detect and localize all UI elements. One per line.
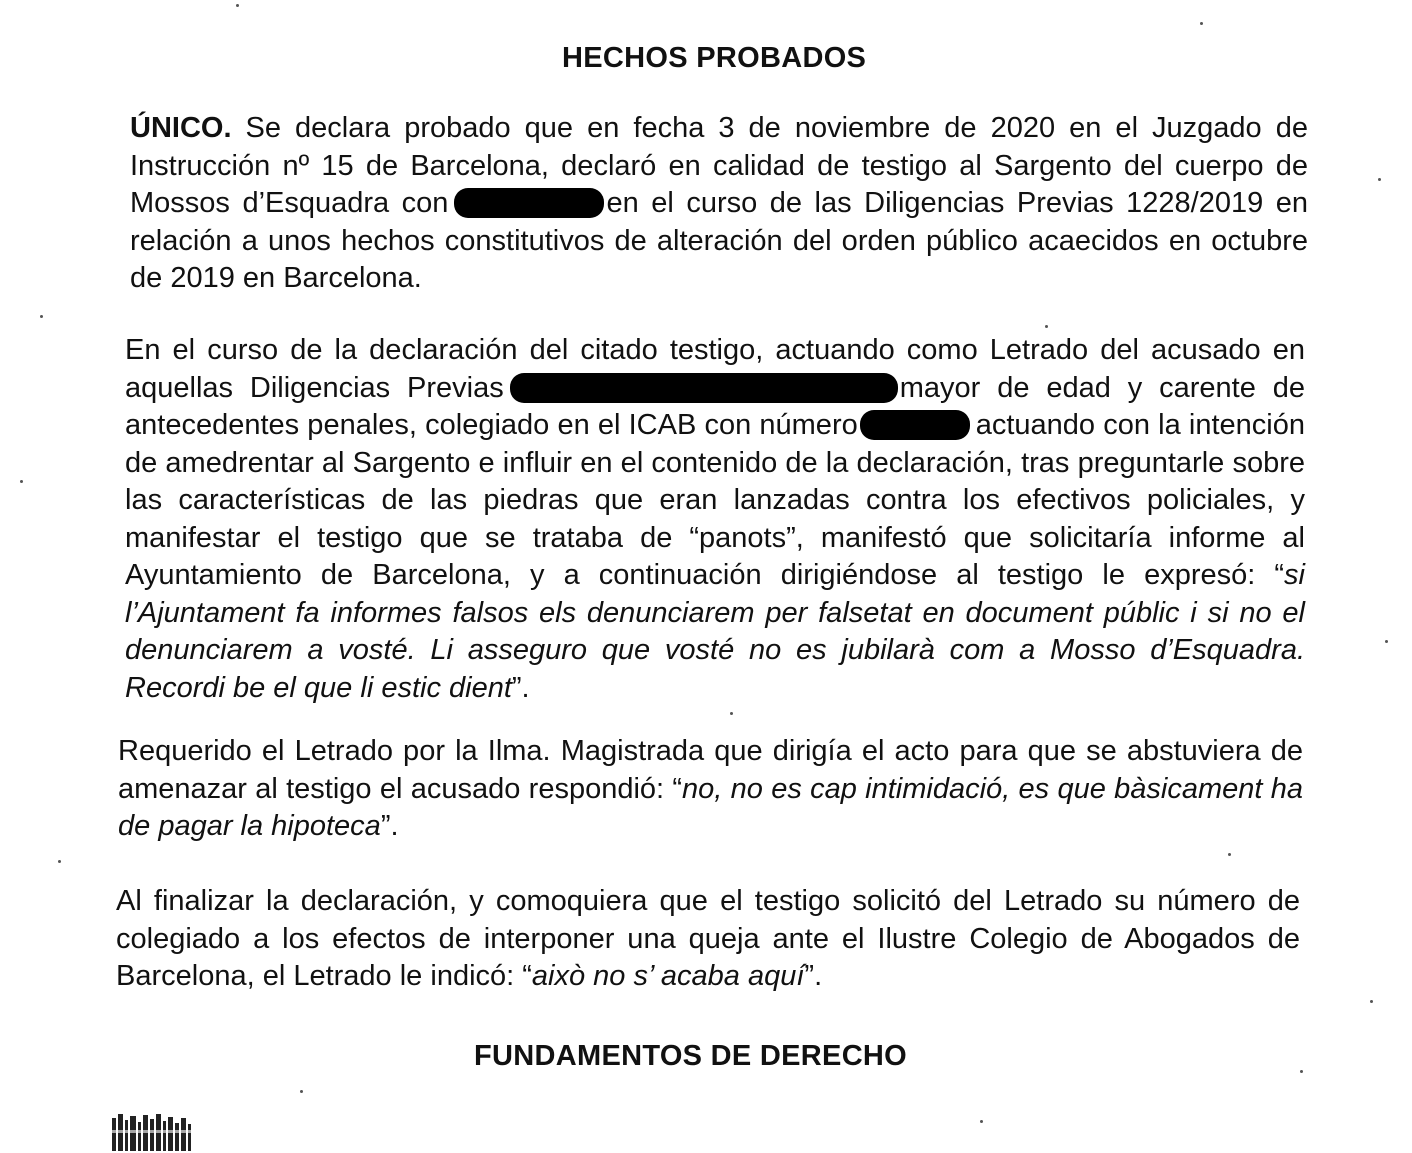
redaction-mark: [510, 373, 898, 403]
redaction-mark: [860, 410, 970, 440]
scan-speck: [1300, 1070, 1303, 1073]
scan-speck: [1385, 640, 1388, 643]
paragraph-text: Al finalizar la declaración, y comoquiera que el testigo solicitó del Letrado su número de colegiado a los efectos de interponer una queja ante el Ilustre Colegio de Abogados de Barcelona, el Letrado le indicó: “: [116, 885, 1300, 992]
paragraph-finalizar: [116, 883, 1300, 996]
paragraph-text: ”.: [380, 810, 399, 842]
paragraph-text: actuando con la intención de amedrentar al Sargento e influir en el contenido de la declaración, tras preguntarle sobre las características de las piedras que eran lanzadas contra los efectivos policiales, y manifestar el testigo que se trataba de “panots”, manifestó que solicitaría informe al Ayuntamiento de Barcelona, y a continuación dirigiéndose al testigo le expresó: “: [125, 409, 1305, 591]
paragraph-text: ”.: [511, 671, 530, 704]
quoted-statement: això no s’ acaba aquí: [531, 960, 805, 992]
section-heading-hechos-probados: HECHOS PROBADOS: [562, 42, 867, 74]
paragraph-text: mayor de edad y carente de antecedentes penales, colegiado en el ICAB con número: [125, 371, 1305, 441]
paragraph-lead: ÚNICO.: [130, 112, 232, 144]
scan-speck: [1378, 178, 1381, 181]
paragraph-text: Requerido el Letrado por la Ilma. Magistrada que dirigía el acto para que se abstuviera de amenazar al testigo el acusado respondió: “: [118, 735, 1303, 805]
scan-speck: [1045, 325, 1048, 328]
paragraph-unico: [130, 110, 1308, 298]
scan-speck: [980, 1120, 983, 1123]
quoted-statement: si l’Ajuntament fa informes falsos els denunciarem per falsetat en document públic i si no el denunciarem a vosté. Li asseguro que vosté no es jubilarà com a Mosso d’Esquadra. Recordi be el que li estic dient: [125, 559, 1305, 704]
court-seal-icon: [110, 1112, 194, 1153]
paragraph-declaracion: [125, 332, 1305, 707]
scan-speck: [20, 480, 23, 483]
section-heading-fundamentos: FUNDAMENTOS DE DERECHO: [474, 1040, 908, 1072]
paragraph-requerido: [118, 733, 1303, 846]
scan-speck: [40, 315, 43, 318]
paragraph-text: Se declara probado que en fecha 3 de noviembre de 2020 en el Juzgado de Instrucción nº 15 de Barcelona, declaró en calidad de testigo al Sargento del cuerpo de Mossos d’Esquadra con: [130, 112, 1308, 219]
scan-speck: [236, 4, 239, 7]
paragraph-text: en el curso de las Diligencias Previas 1228/2019 en relación a unos hechos constitutivos de alteración del orden público acaecidos en octubre de 2019 en Barcelona.: [130, 187, 1309, 294]
scan-speck: [1370, 1000, 1373, 1003]
redaction-mark: [454, 188, 604, 218]
scan-speck: [58, 860, 61, 863]
scan-speck: [1228, 853, 1231, 856]
paragraph-text: ”.: [804, 960, 823, 992]
paragraph-text: En el curso de la declaración del citado testigo, actuando como Letrado del acusado en aquellas Diligencias Previas: [125, 334, 1305, 404]
scan-speck: [1200, 22, 1203, 25]
scan-speck: [730, 712, 733, 715]
scan-speck: [300, 1090, 303, 1093]
quoted-statement: no, no es cap intimidació, es que bàsicament ha de pagar la hipoteca: [118, 772, 1303, 842]
